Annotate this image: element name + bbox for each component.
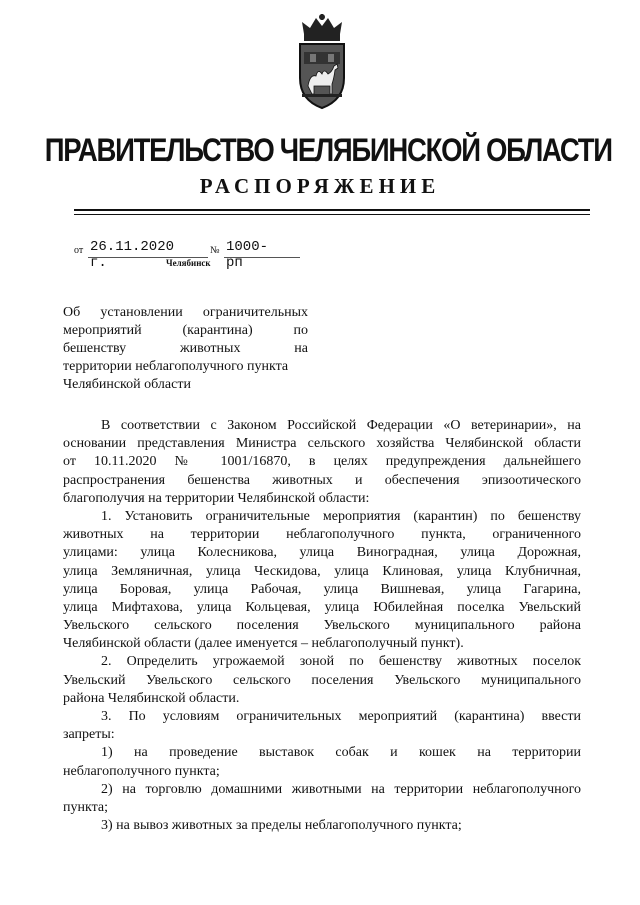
city-name: Челябинск [166,258,211,268]
header-rule [74,209,590,211]
document-number: 1000-рп [226,239,269,271]
subject-line: Челябинской области [63,377,191,392]
body-line: от 10.11.2020 № 1001/16870, в целях предупреждения дальнейшего [63,454,581,470]
body-line: улица Мифтахова, улица Кольцевая, улица Юбилейная поселка Увельский [63,599,581,615]
body-line: пункта; [63,799,108,815]
government-title: ПРАВИТЕЛЬСТВО ЧЕЛЯБИНСКОЙ ОБЛАСТИ [44,132,612,168]
body-line: запреты: [63,727,115,743]
body-line: 3) на вывоз животных за пределы неблагополучного пункта; [101,818,462,834]
body-line: неблагополучного пункта; [63,763,220,779]
coat-of-arms-icon [290,14,354,110]
document-date: 26.11.2020 г. [90,239,175,271]
body-line: распространения бешенства животных и обеспечения эпизоотического [63,472,581,488]
body-line: района Челябинской области. [63,690,240,706]
body-line: В соответствии с Законом Российской Федерации «О ветеринарии», на [101,418,581,433]
body-line: животных на территории неблагополучного пункта, ограниченного [63,527,581,543]
body-line: 2) на торговлю домашними животными на территории неблагополучного [101,781,581,797]
subject-line: мероприятий (карантина) по [63,323,308,338]
body-line: основании представления Министра сельского хозяйства Челябинской области [63,436,581,452]
body-line: 3. По условиям ограничительных мероприятий (карантина) ввести [101,709,581,724]
date-label: от [74,245,84,256]
body-line: Челябинской области (далее именуется – неблагополучный пункт). [63,636,464,652]
body-line: Увельского сельского поселения Увельского муниципального района [63,618,581,634]
number-label: № [210,245,220,256]
document-body [63,417,581,835]
number-underline [224,257,300,258]
body-line: 1) на проведение выставок собак и кошек на территории [101,745,581,761]
body-line: благополучия на территории Челябинской области: [63,490,370,506]
document-subject [63,304,308,394]
document-type: РАСПОРЯЖЕНИЕ [199,174,441,198]
header-rule-thin [74,214,590,215]
body-line: улица Земляничная, улица Ческидова, улица Клиновая, улица Клубничная, [63,563,581,579]
body-line: 1. Установить ограничительные мероприятия (карантин) по бешенству [101,508,581,524]
body-line: улицами: улица Колесникова, улица Виноградная, улица Дорожная, [63,545,581,561]
subject-line: территории неблагополучного пункта [63,359,289,374]
body-line: Увельский Увельского сельского поселения Увельского муниципального [63,672,581,688]
body-line: 2. Определить угрожаемой зоной по бешенству животных поселок [101,654,581,670]
body-line: улица Боровая, улица Рабочая, улица Вишневая, улица Гагарина, [63,581,581,597]
subject-line: Об установлении ограничительных [63,305,308,320]
subject-line: бешенству животных на [63,341,308,356]
